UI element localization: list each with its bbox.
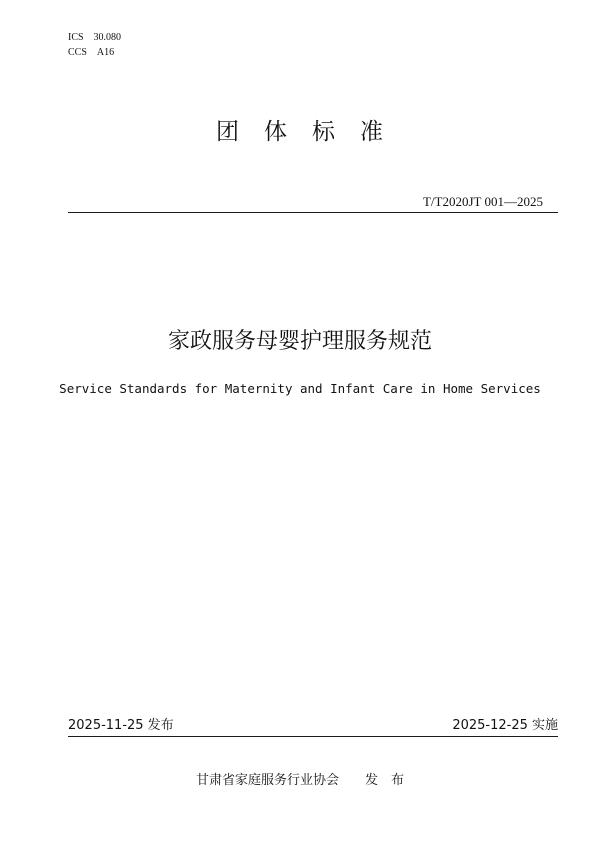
publish-date: 2025-11-25 发布 <box>68 718 174 733</box>
document-title-english: Service Standards for Maternity and Infant Care in Home Services <box>59 381 541 396</box>
ics-code: ICS 30.080 <box>68 32 122 43</box>
footer-divider <box>68 736 558 737</box>
document-number: T/T2020JT 001—2025 <box>422 194 543 209</box>
header-divider <box>68 212 558 213</box>
ccs-code: CCS A16 <box>68 47 115 58</box>
standard-type-heading: 团 体 标 准 <box>216 119 384 145</box>
publisher-line: 甘肃省家庭服务行业协会 发 布 <box>195 773 404 788</box>
document-title-chinese: 家政服务母婴护理服务规范 <box>167 329 432 354</box>
implement-date: 2025-12-25 实施 <box>452 718 558 733</box>
